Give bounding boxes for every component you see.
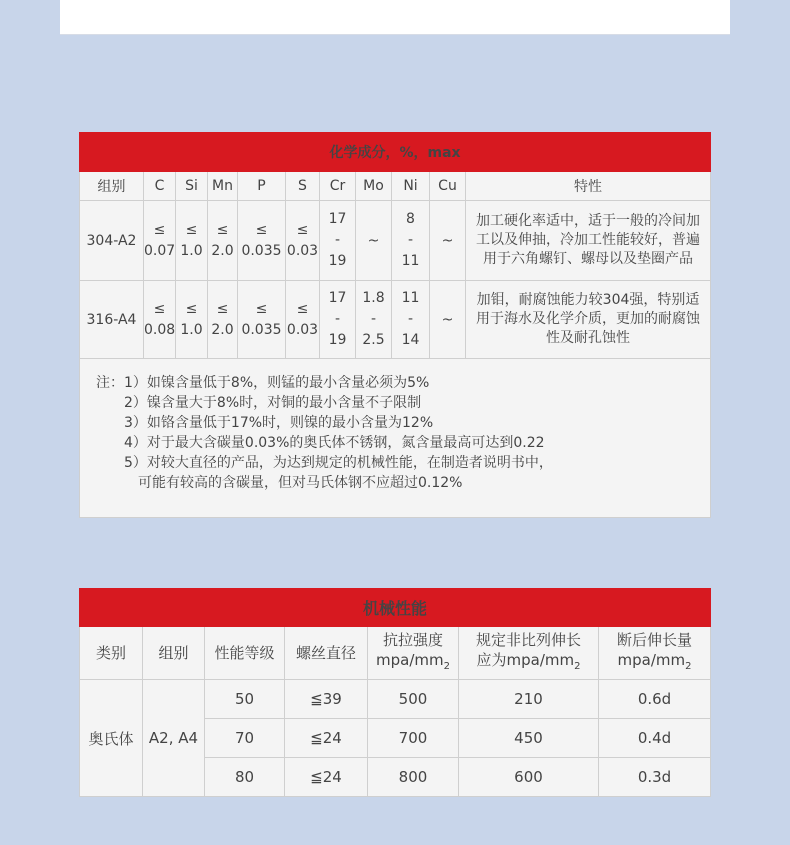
header-si: Si — [176, 172, 208, 201]
chemical-composition-table — [79, 132, 711, 518]
cu-cell: ~ — [430, 201, 466, 281]
property-cell: 加钼，耐腐蚀能力较304强，特别适用于海水及化学介质，更加的耐腐蚀性及耐孔蚀性 — [466, 281, 711, 359]
grade-cell: 50 — [205, 680, 285, 719]
diameter-cell: ≦24 — [285, 758, 368, 797]
header-tensile: 抗拉强度 mpa/$mm_2$ — [368, 627, 459, 680]
elongation-cell: 0.4d — [599, 719, 711, 758]
elongation-cell: 0.3d — [599, 758, 711, 797]
header-property: 特性 — [466, 172, 711, 201]
cu-cell: ~ — [430, 281, 466, 359]
diameter-cell: ≦39 — [285, 680, 368, 719]
top-card — [60, 0, 730, 35]
tensile-cell: 800 — [368, 758, 459, 797]
header-category: 类别 — [80, 627, 143, 680]
group-cell: 316-A4 — [80, 281, 144, 359]
note-line: 可能有较高的含碳量，但对马氏体钢不应超过0.12% — [96, 475, 463, 491]
note-line: 5）对较大直径的产品，为达到规定的机械性能，在制造者说明书中， — [96, 455, 553, 471]
note-line: 注：1）如镍含量低于8%，则锰的最小含量必须为5% — [96, 375, 430, 391]
mn-cell: ≤ 2.0 — [208, 281, 238, 359]
header-s: S — [286, 172, 320, 201]
s-cell: ≤ 0.03 — [286, 281, 320, 359]
yield-cell: 600 — [459, 758, 599, 797]
header-yield: 规定非比列伸长 应为mpa/$mm_2$ — [459, 627, 599, 680]
p-cell: ≤ 0.035 — [238, 201, 286, 281]
cr-cell: 17 - 19 — [320, 281, 356, 359]
grade-cell: 70 — [205, 719, 285, 758]
header-group: 组别 — [80, 172, 144, 201]
p-cell: ≤ 0.035 — [238, 281, 286, 359]
note-line: 2）镍含量大于8%时，对铜的最小含量不子限制 — [96, 395, 422, 411]
header-diameter: 螺丝直径 — [285, 627, 368, 680]
mech-title: 机械性能 — [80, 589, 711, 627]
table-row — [80, 281, 711, 359]
group-cell: 304-A2 — [80, 201, 144, 281]
header-mo: Mo — [356, 172, 392, 201]
header-p: P — [238, 172, 286, 201]
diameter-cell: ≦24 — [285, 719, 368, 758]
note-line: 3）如铬含量低于17%时，则镍的最小含量为12% — [96, 415, 434, 431]
mechanical-properties-table — [79, 588, 711, 797]
cr-cell: 17 - 19 — [320, 201, 356, 281]
c-cell: ≤ 0.08 — [144, 281, 176, 359]
header-ni: Ni — [392, 172, 430, 201]
header-cu: Cu — [430, 172, 466, 201]
si-cell: ≤ 1.0 — [176, 281, 208, 359]
ni-cell: 8 - 11 — [392, 201, 430, 281]
s-cell: ≤ 0.03 — [286, 201, 320, 281]
tensile-cell: 500 — [368, 680, 459, 719]
notes — [80, 359, 711, 518]
note-line: 4）对于最大含碳量0.03%的奥氏体不锈钢，氮含量最高可达到0.22 — [96, 435, 545, 451]
header-c: C — [144, 172, 176, 201]
category-cell: 奥氏体 — [80, 680, 143, 797]
mo-cell: ~ — [356, 201, 392, 281]
mn-cell: ≤ 2.0 — [208, 201, 238, 281]
yield-cell: 210 — [459, 680, 599, 719]
ni-cell: 11 - 14 — [392, 281, 430, 359]
header-grade: 性能等级 — [205, 627, 285, 680]
header-elongation: 断后伸长量 mpa/$mm_2$ — [599, 627, 711, 680]
header-cr: Cr — [320, 172, 356, 201]
header-group: 组别 — [143, 627, 205, 680]
elongation-cell: 0.6d — [599, 680, 711, 719]
yield-cell: 450 — [459, 719, 599, 758]
chem-header-row — [80, 172, 711, 201]
property-cell: 加工硬化率适中，适于一般的冷间加工以及伸抽，冷加工性能较好，普遍用于六角螺钉、螺母以及垫圈产品 — [466, 201, 711, 281]
group-cell: A2, A4 — [143, 680, 205, 797]
table-row — [80, 201, 711, 281]
grade-cell: 80 — [205, 758, 285, 797]
si-cell: ≤ 1.0 — [176, 201, 208, 281]
tensile-cell: 700 — [368, 719, 459, 758]
mo-cell: 1.8 - 2.5 — [356, 281, 392, 359]
table-row — [80, 680, 711, 719]
header-mn: Mn — [208, 172, 238, 201]
c-cell: ≤ 0.07 — [144, 201, 176, 281]
chem-title: 化学成分，%，max — [80, 133, 711, 172]
mech-header-row — [80, 627, 711, 680]
